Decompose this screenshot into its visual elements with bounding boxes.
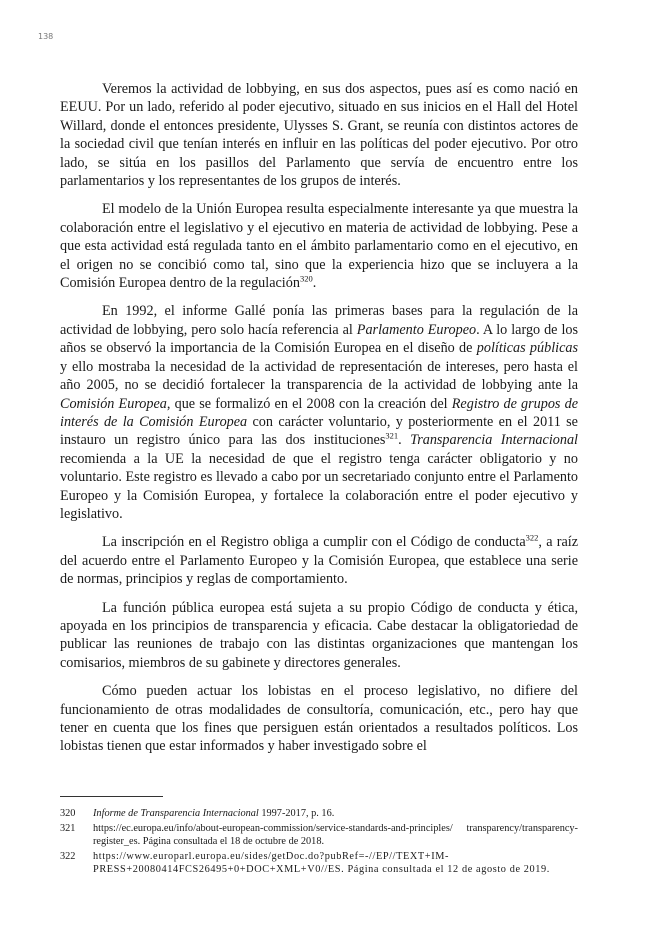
paragraph bbox=[60, 533, 578, 588]
footnotes bbox=[60, 808, 578, 879]
body-text bbox=[60, 80, 578, 766]
footnote-text bbox=[93, 823, 578, 848]
text-run: y ello mostraba la necesidad de la actividad de representación de intereses, pero hasta el año 2005, no se decidió fortalecer la transparencia de la actividad de lobbying ante la bbox=[60, 358, 578, 394]
text-run: Veremos la actividad de lobbying, en sus dos aspectos, pues así es como nació en EEUU. Por un lado, referido al poder ejecutivo, situado en sus inicios en el Hall del Hotel Willard, donde el entonces presidente, Ulysses S. Grant, se reunía con distintos actores de la sociedad civil que tenían interés en influir en las políticas del poder ejecutivo. Por otro lado, se sitúa en los pasillos del Parlamento que servía de encuentro entre los parlamentarios y los representantes de los grupos de interés. bbox=[60, 81, 578, 190]
paragraph bbox=[60, 599, 578, 673]
text-run: . bbox=[398, 432, 411, 449]
page-number: 138 bbox=[38, 32, 54, 41]
text-run: El modelo de la Unión Europea resulta especialmente interesante ya que muestra la colaboración entre el legislativo y el ejecutivo en materia de actividad de lobbying. Pese a que esta actividad está regulada tanto en el ámbito parlamentario como en el ejecutivo, en el origen no se concibió como tal, sino que la experiencia hizo que se incluyera a la Comisión Europea dentro de la regulación bbox=[60, 201, 578, 292]
text-run: recomienda a la UE la necesidad de que el registro tenga carácter obligatorio y no voluntario. Este registro es llevado a cabo por un secretariado conjunto entre el Parlamento Europeo y la Comisión Europea, y fortalece la colaboración entre el poder ejecutivo y legislativo. bbox=[60, 450, 578, 522]
text-run: . bbox=[312, 275, 317, 292]
italic-text: Transparencia Internacional bbox=[410, 432, 578, 449]
text-run: . A lo largo de los años se observó la importancia de la Comisión Europea en el diseño de bbox=[60, 321, 579, 357]
text-run: Cómo pueden actuar los lobistas en el proceso legislativo, no difiere del funcionamiento de otras modalidades de consultoría, comunicación, etc., pero hay que tener en cuenta que los fines que persiguen están orientados a resultados políticos. Los lobistas tienen que estar informados y haber investigado sobre el bbox=[60, 683, 578, 755]
footnote bbox=[60, 808, 578, 820]
italic-text: Registro de grupos de interés de la Comisión Europea bbox=[60, 395, 578, 430]
footnote bbox=[60, 823, 578, 848]
italic-text: políticas públicas bbox=[476, 340, 578, 357]
italic-text: Informe de Transparencia Internacional bbox=[93, 808, 259, 819]
italic-text: Comisión Europea bbox=[60, 395, 167, 412]
text-run: https://ec.europa.eu/info/about-european-commission/service-standards-and-principles/ transparency/transparency-register_es. Página consultada el 18 de octubre de 2018. bbox=[93, 823, 578, 847]
text-run: con carácter voluntario, y posteriormente en el 2011 se instauro un registro único para las dos instituciones bbox=[60, 413, 578, 449]
text-run: La función pública europea está sujeta a su propio Código de conducta y ética, apoyada en los principios de transparencia y eficacia. Cabe destacar la obligatoriedad de publicar las reuniones de trabajo con las distintas organizaciones que mantengan los comisarios, miembros de su gabinete y directores generales. bbox=[60, 599, 578, 671]
text-run: 1997-2017, p. 16. bbox=[258, 808, 335, 819]
footnote-number: 320 bbox=[60, 808, 76, 819]
paragraph bbox=[60, 200, 578, 292]
footnote-number: 322 bbox=[60, 851, 76, 863]
footnote-reference: 320 bbox=[299, 273, 313, 284]
text-run: , que se formalizó en el 2008 con la creación del bbox=[166, 395, 452, 412]
text-run: En 1992, el informe Gallé ponía las primeras bases para la regulación de la actividad de lobbying, pero solo hacía referencia al bbox=[60, 303, 578, 338]
text-run: La inscripción en el Registro obliga a cumplir con el Código de conducta bbox=[102, 534, 526, 551]
paragraph bbox=[60, 80, 578, 190]
footnote bbox=[60, 851, 578, 876]
footnote-reference: 321 bbox=[385, 430, 399, 441]
italic-text: Parlamento Europeo bbox=[356, 321, 477, 338]
paragraph bbox=[60, 302, 578, 523]
text-run: , a raíz del acuerdo entre el Parlamento Europeo y la Comisión Europea, que establece una serie de normas, principios y reglas de comportamiento. bbox=[60, 534, 579, 588]
footnote-number: 321 bbox=[60, 823, 76, 835]
footnote-reference: 322 bbox=[525, 532, 539, 543]
footnote-text bbox=[93, 851, 578, 876]
footnote-divider bbox=[60, 796, 163, 797]
text-run: https://www.europarl.europa.eu/sides/getDoc.do?pubRef=-//EP//TEXT+IM-PRESS+20080414FCS26495+0+DOC+XML+V0//ES. Página consultada el 12 de agosto de 2019. bbox=[93, 851, 550, 875]
footnote-text bbox=[93, 808, 578, 820]
paragraph bbox=[60, 682, 578, 756]
